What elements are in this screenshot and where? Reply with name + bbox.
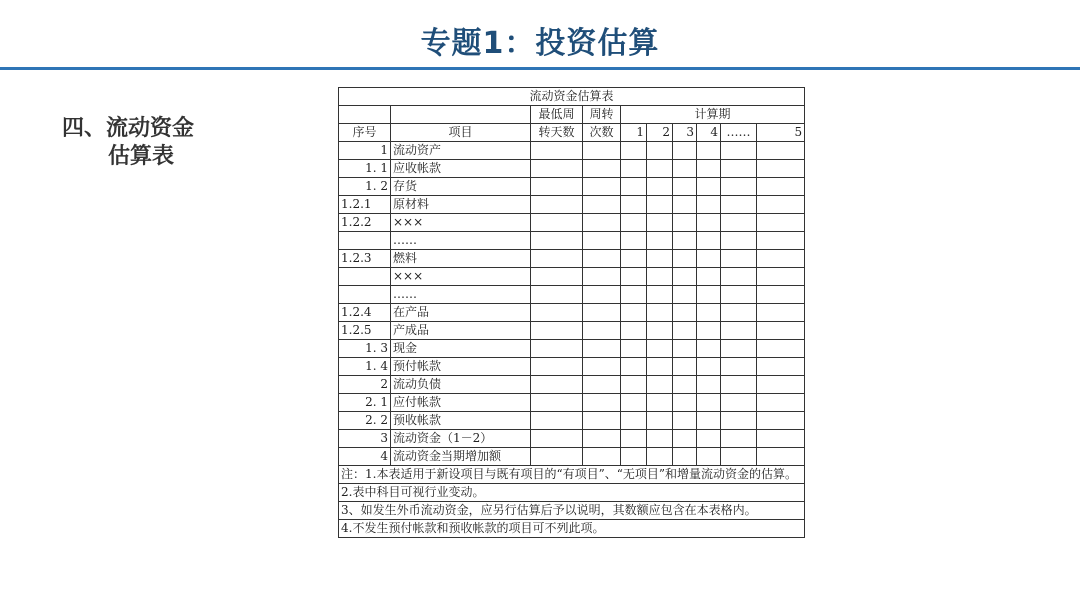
- table-row: [339, 358, 805, 376]
- row-value-cell: [673, 322, 697, 340]
- row-value-cell: [697, 322, 721, 340]
- row-value-cell: [647, 448, 673, 466]
- title-divider: [0, 67, 1080, 70]
- row-seq: 2: [339, 376, 391, 394]
- header-min-days-line1: 最低周: [531, 106, 583, 124]
- row-seq: 1.2.4: [339, 304, 391, 322]
- row-value-cell: [583, 142, 621, 160]
- table-row: [339, 250, 805, 268]
- row-value-cell: [721, 322, 757, 340]
- row-item: 现金: [391, 340, 531, 358]
- row-value-cell: [757, 376, 805, 394]
- row-value-cell: [531, 232, 583, 250]
- row-value-cell: [531, 322, 583, 340]
- row-seq: 1. 4: [339, 358, 391, 376]
- row-value-cell: [647, 268, 673, 286]
- row-value-cell: [673, 376, 697, 394]
- row-value-cell: [621, 412, 647, 430]
- row-value-cell: [757, 358, 805, 376]
- row-value-cell: [697, 268, 721, 286]
- row-value-cell: [757, 322, 805, 340]
- row-value-cell: [757, 196, 805, 214]
- row-value-cell: [621, 268, 647, 286]
- row-seq: 1.2.1: [339, 196, 391, 214]
- note-text: 注：1.本表适用于新设项目与既有项目的“有项目”、“无项目”和增量流动资金的估算。: [339, 466, 805, 484]
- row-seq: [339, 268, 391, 286]
- row-value-cell: [697, 196, 721, 214]
- row-value-cell: [621, 448, 647, 466]
- row-seq: 1.2.5: [339, 322, 391, 340]
- row-value-cell: [697, 376, 721, 394]
- table-row: [339, 448, 805, 466]
- header-seq-top: [339, 106, 391, 124]
- row-value-cell: [673, 160, 697, 178]
- row-value-cell: [583, 340, 621, 358]
- row-item: ×××: [391, 214, 531, 232]
- row-value-cell: [697, 178, 721, 196]
- row-value-cell: [647, 214, 673, 232]
- row-value-cell: [647, 304, 673, 322]
- row-value-cell: [647, 322, 673, 340]
- row-value-cell: [621, 304, 647, 322]
- row-value-cell: [647, 232, 673, 250]
- row-item: 流动资金（1－2）: [391, 430, 531, 448]
- note-row: [339, 466, 805, 484]
- row-value-cell: [697, 160, 721, 178]
- row-value-cell: [757, 286, 805, 304]
- header-seq: 序号: [339, 124, 391, 142]
- row-value-cell: [673, 430, 697, 448]
- header-turnover-line1: 周转: [583, 106, 621, 124]
- row-seq: 1. 2: [339, 178, 391, 196]
- row-value-cell: [721, 286, 757, 304]
- header-period-dots: ……: [721, 124, 757, 142]
- note-row: [339, 520, 805, 538]
- row-value-cell: [621, 196, 647, 214]
- table-row: [339, 340, 805, 358]
- row-value-cell: [621, 394, 647, 412]
- row-value-cell: [721, 304, 757, 322]
- row-value-cell: [583, 322, 621, 340]
- row-value-cell: [757, 178, 805, 196]
- header-period-3: 3: [673, 124, 697, 142]
- row-item: 流动负债: [391, 376, 531, 394]
- row-value-cell: [673, 142, 697, 160]
- row-value-cell: [697, 214, 721, 232]
- row-value-cell: [531, 412, 583, 430]
- row-seq: [339, 232, 391, 250]
- row-value-cell: [621, 286, 647, 304]
- row-value-cell: [757, 304, 805, 322]
- row-value-cell: [583, 232, 621, 250]
- row-value-cell: [757, 250, 805, 268]
- estimate-table: [338, 87, 805, 538]
- row-seq: 3: [339, 430, 391, 448]
- row-value-cell: [673, 268, 697, 286]
- row-value-cell: [673, 250, 697, 268]
- row-value-cell: [647, 196, 673, 214]
- row-value-cell: [721, 250, 757, 268]
- table-row: [339, 214, 805, 232]
- row-value-cell: [757, 340, 805, 358]
- row-value-cell: [721, 160, 757, 178]
- row-value-cell: [697, 232, 721, 250]
- row-value-cell: [673, 286, 697, 304]
- table-row: [339, 376, 805, 394]
- row-value-cell: [673, 412, 697, 430]
- row-value-cell: [721, 232, 757, 250]
- row-value-cell: [583, 304, 621, 322]
- row-value-cell: [721, 394, 757, 412]
- row-value-cell: [697, 142, 721, 160]
- row-seq: 1. 1: [339, 160, 391, 178]
- row-value-cell: [721, 142, 757, 160]
- row-value-cell: [583, 250, 621, 268]
- row-value-cell: [647, 340, 673, 358]
- table-row: [339, 304, 805, 322]
- row-value-cell: [697, 358, 721, 376]
- row-seq: [339, 286, 391, 304]
- row-value-cell: [647, 412, 673, 430]
- note-text: 3、如发生外币流动资金，应另行估算后予以说明，其数额应包含在本表格内。: [339, 502, 805, 520]
- row-value-cell: [721, 412, 757, 430]
- row-value-cell: [583, 430, 621, 448]
- row-value-cell: [621, 376, 647, 394]
- row-value-cell: [531, 160, 583, 178]
- row-item: 应收帐款: [391, 160, 531, 178]
- header-period-5: 5: [757, 124, 805, 142]
- slide-title: 专题1：投资估算: [420, 26, 660, 61]
- row-value-cell: [583, 160, 621, 178]
- row-value-cell: [697, 394, 721, 412]
- row-value-cell: [673, 196, 697, 214]
- row-value-cell: [697, 340, 721, 358]
- row-value-cell: [531, 358, 583, 376]
- row-value-cell: [531, 286, 583, 304]
- row-value-cell: [673, 178, 697, 196]
- header-min-days-line2: 转天数: [531, 124, 583, 142]
- row-value-cell: [531, 340, 583, 358]
- row-value-cell: [583, 268, 621, 286]
- table-row: [339, 178, 805, 196]
- row-value-cell: [531, 142, 583, 160]
- row-value-cell: [531, 196, 583, 214]
- row-item: 预付帐款: [391, 358, 531, 376]
- working-capital-table: [338, 87, 804, 585]
- row-value-cell: [673, 214, 697, 232]
- row-value-cell: [531, 178, 583, 196]
- row-value-cell: [757, 412, 805, 430]
- row-value-cell: [531, 214, 583, 232]
- row-value-cell: [583, 358, 621, 376]
- row-value-cell: [621, 358, 647, 376]
- row-value-cell: [647, 358, 673, 376]
- row-value-cell: [647, 376, 673, 394]
- row-value-cell: [621, 232, 647, 250]
- row-item: ……: [391, 286, 531, 304]
- row-item: 燃料: [391, 250, 531, 268]
- row-value-cell: [583, 412, 621, 430]
- row-value-cell: [673, 358, 697, 376]
- header-turnover-line2: 次数: [583, 124, 621, 142]
- row-value-cell: [621, 142, 647, 160]
- row-value-cell: [721, 196, 757, 214]
- row-value-cell: [721, 178, 757, 196]
- table-row: [339, 196, 805, 214]
- row-value-cell: [647, 286, 673, 304]
- row-value-cell: [621, 178, 647, 196]
- row-value-cell: [621, 250, 647, 268]
- row-seq: 1.2.2: [339, 214, 391, 232]
- row-value-cell: [757, 160, 805, 178]
- row-value-cell: [531, 448, 583, 466]
- row-value-cell: [697, 250, 721, 268]
- row-value-cell: [757, 232, 805, 250]
- row-value-cell: [583, 178, 621, 196]
- row-value-cell: [697, 286, 721, 304]
- row-value-cell: [583, 376, 621, 394]
- section-heading-line2: 估算表: [108, 143, 175, 169]
- row-item: 流动资产: [391, 142, 531, 160]
- section-heading: [62, 114, 194, 170]
- row-value-cell: [647, 142, 673, 160]
- table-row: [339, 412, 805, 430]
- table-row: [339, 142, 805, 160]
- row-seq: 1.2.3: [339, 250, 391, 268]
- row-value-cell: [721, 214, 757, 232]
- row-item: 在产品: [391, 304, 531, 322]
- row-value-cell: [697, 304, 721, 322]
- table-row: [339, 286, 805, 304]
- row-value-cell: [721, 268, 757, 286]
- row-value-cell: [583, 196, 621, 214]
- row-value-cell: [531, 394, 583, 412]
- row-item: 预收帐款: [391, 412, 531, 430]
- row-value-cell: [531, 430, 583, 448]
- row-value-cell: [757, 268, 805, 286]
- row-seq: 1: [339, 142, 391, 160]
- row-item: 存货: [391, 178, 531, 196]
- row-value-cell: [647, 394, 673, 412]
- row-value-cell: [621, 430, 647, 448]
- row-value-cell: [621, 340, 647, 358]
- row-value-cell: [647, 430, 673, 448]
- header-calc-period: 计算期: [621, 106, 805, 124]
- row-item: 应付帐款: [391, 394, 531, 412]
- row-value-cell: [583, 448, 621, 466]
- row-seq: 2. 1: [339, 394, 391, 412]
- row-value-cell: [647, 250, 673, 268]
- row-value-cell: [583, 286, 621, 304]
- row-item: ×××: [391, 268, 531, 286]
- header-item: 项目: [391, 124, 531, 142]
- row-value-cell: [621, 322, 647, 340]
- row-value-cell: [673, 232, 697, 250]
- row-value-cell: [721, 358, 757, 376]
- note-text: 4.不发生预付帐款和预收帐款的项目可不列此项。: [339, 520, 805, 538]
- header-period-2: 2: [647, 124, 673, 142]
- row-value-cell: [673, 448, 697, 466]
- row-value-cell: [721, 376, 757, 394]
- row-item: 产成品: [391, 322, 531, 340]
- table-row: [339, 232, 805, 250]
- row-value-cell: [757, 142, 805, 160]
- row-value-cell: [757, 448, 805, 466]
- row-value-cell: [673, 394, 697, 412]
- row-value-cell: [721, 340, 757, 358]
- table-caption: 流动资金估算表: [339, 88, 805, 106]
- table-row: [339, 160, 805, 178]
- row-value-cell: [531, 250, 583, 268]
- row-value-cell: [697, 448, 721, 466]
- row-value-cell: [697, 412, 721, 430]
- header-period-1: 1: [621, 124, 647, 142]
- note-row: [339, 502, 805, 520]
- row-seq: 4: [339, 448, 391, 466]
- table-row: [339, 268, 805, 286]
- row-value-cell: [583, 394, 621, 412]
- row-value-cell: [673, 304, 697, 322]
- row-value-cell: [721, 430, 757, 448]
- row-value-cell: [757, 214, 805, 232]
- row-value-cell: [757, 430, 805, 448]
- row-value-cell: [673, 340, 697, 358]
- header-period-4: 4: [697, 124, 721, 142]
- row-value-cell: [621, 160, 647, 178]
- row-seq: 1. 3: [339, 340, 391, 358]
- row-item: 原材料: [391, 196, 531, 214]
- row-value-cell: [583, 214, 621, 232]
- row-value-cell: [647, 160, 673, 178]
- row-value-cell: [697, 430, 721, 448]
- table-row: [339, 322, 805, 340]
- row-value-cell: [757, 394, 805, 412]
- row-seq: 2. 2: [339, 412, 391, 430]
- table-row: [339, 394, 805, 412]
- row-item: ……: [391, 232, 531, 250]
- row-value-cell: [721, 448, 757, 466]
- note-text: 2.表中科目可视行业变动。: [339, 484, 805, 502]
- row-value-cell: [531, 304, 583, 322]
- header-item-top: [391, 106, 531, 124]
- row-value-cell: [531, 376, 583, 394]
- row-value-cell: [647, 178, 673, 196]
- row-value-cell: [621, 214, 647, 232]
- row-item: 流动资金当期增加额: [391, 448, 531, 466]
- note-row: [339, 484, 805, 502]
- section-heading-line1: 四、流动资金: [62, 115, 195, 141]
- table-row: [339, 430, 805, 448]
- row-value-cell: [531, 268, 583, 286]
